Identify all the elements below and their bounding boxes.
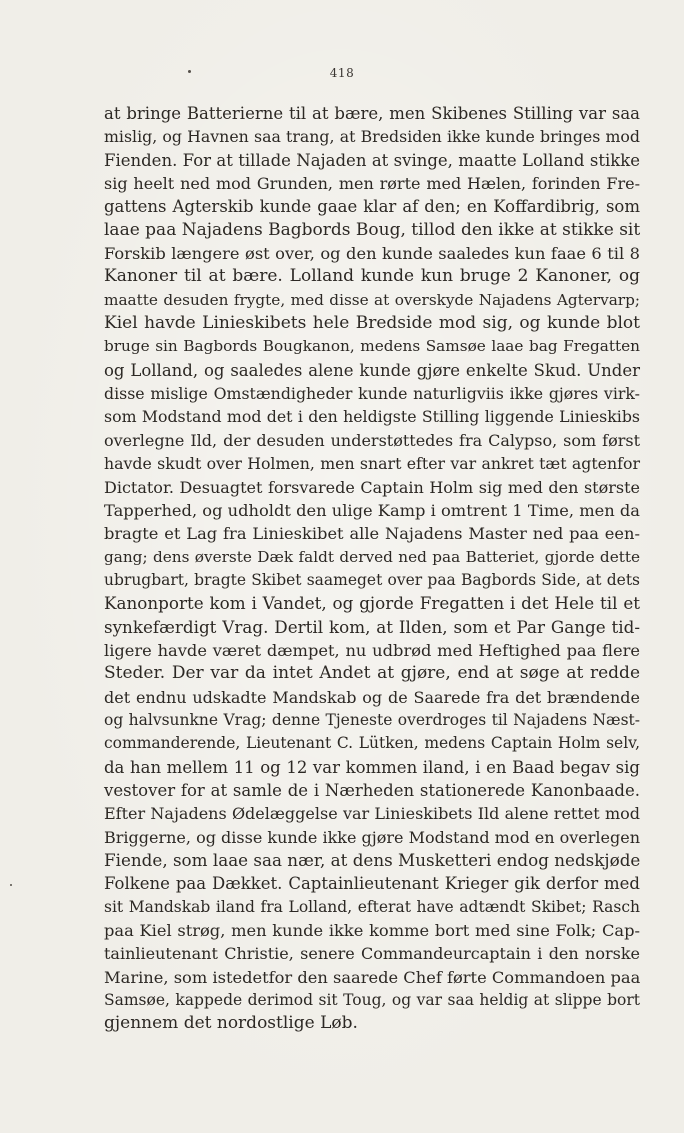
text-line: tainlieutenant Christie, senere Commandeurcaptain i den norske [104, 944, 640, 964]
text-line: havde skudt over Holmen, men snart efter var ankret tæt agtenfor [104, 454, 640, 474]
text-line: maatte desuden frygte, med disse at overskyde Najadens Agtervarp; [104, 290, 640, 309]
text-line: Tapperhed, og udholdt den ulige Kamp i omtrent 1 Time, men da [104, 500, 640, 520]
text-line: synkefærdigt Vrag. Dertil kom, at Ilden, som et Par Gange tid- [104, 616, 640, 637]
text-line: Samsøe, kappede derimod sit Toug, og var saa heldig at slippe bort [104, 991, 640, 1010]
page-number: 418 [329, 66, 355, 80]
text-line: Fienden. For at tillade Najaden at svinge, maatte Lolland stikke [104, 150, 640, 170]
text-line: Briggerne, og disse kunde ikke gjøre Modstand mod en overlegen [104, 827, 641, 847]
text-line: Steder. Der var da intet Andet at gjøre, end at søge at redde [104, 663, 640, 684]
text-line: Kanonporte kom i Vandet, og gjorde Fregatten i det Hele til et [104, 593, 640, 614]
text-line: Marine, som istedetfor den saarede Chef førte Commandoen paa [104, 967, 641, 987]
text-line: bragte et Lag fra Linieskibet alle Najadens Master ned paa een- [104, 524, 640, 544]
text-line: det endnu udskadte Mandskab og de Saarede fra det brændende [104, 687, 640, 707]
text-line: gjennem det nordostlige Løb. [104, 1013, 358, 1034]
text-line: som Modstand mod det i den heldigste Stilling liggende Linieskibs [104, 407, 640, 427]
text-line: gattens Agterskib kunde gaae klar af den; en Koffardibrig, som [104, 197, 640, 217]
text-line: laae paa Najadens Bagbords Boug, tillod den ikke at stikke sit [104, 219, 641, 240]
text-line: da han mellem 11 og 12 var kommen iland, i en Baad begav sig [104, 757, 640, 777]
text-line: Efter Najadens Ødelæggelse var Linieskibets Ild alene rettet mod [104, 804, 640, 824]
text-line: mislig, og Havnen saa trang, at Bredsiden ikke kunde bringes mod [104, 127, 640, 147]
text-line: paa Kiel strøg, men kunde ikke komme bort med sine Folk; Cap- [104, 921, 640, 941]
text-line: commanderende, Lieutenant C. Lütken, medens Captain Holm selv, [104, 734, 640, 753]
text-line: og Lolland, og saaledes alene kunde gjøre enkelte Skud. Under [104, 360, 640, 380]
text-line: vestover for at samle de i Nærheden stationerede Kanonbaade. [104, 780, 640, 800]
text-line: bruge sin Bagbords Bougkanon, medens Samsøe laae bag Fregatten [104, 337, 640, 356]
text-line: at bringe Batterierne til at bære, men Skibenes Stilling var saa [104, 104, 640, 123]
text-line: Dictator. Desuagtet forsvarede Captain Holm sig med den største [104, 477, 640, 497]
text-line: Kiel havde Linieskibets hele Bredside mod sig, og kunde blot [104, 313, 640, 334]
text-line: disse mislige Omstændigheder kunde naturligviis ikke gjøres virk- [104, 384, 640, 404]
text-line: gang; dens øverste Dæk faldt derved ned paa Batteriet, gjorde dette [104, 547, 640, 566]
text-line: sig heelt ned mod Grunden, men rørte med Hælen, forinden Fre- [104, 174, 640, 194]
text-line: sit Mandskab iland fra Lolland, efterat have adtændt Skibet; Rasch [104, 897, 640, 916]
text-line: ubrugbart, bragte Skibet saameget over paa Bagbords Side, at dets [104, 570, 640, 589]
ink-speck [10, 884, 12, 886]
text-line: og halvsunkne Vrag; denne Tjeneste overdroges til Najadens Næst- [104, 710, 640, 729]
body-text [104, 102, 640, 1036]
text-line: Folkene paa Dækket. Captainlieutenant Krieger gik derfor med [104, 874, 640, 894]
text-line: overlegne Ild, der desuden understøttedes fra Calypso, som først [104, 430, 640, 450]
text-line: ligere havde været dæmpet, nu udbrød med Heftighed paa flere [104, 640, 640, 660]
text-line: Kanoner til at bære. Lolland kunde kun bruge 2 Kanoner, og [104, 266, 640, 287]
text-line: Forskib længere øst over, og den kunde saaledes kun faae 6 til 8 [104, 244, 640, 264]
text-line: Fiende, som laae saa nær, at dens Musketteri endog nedskjøde [104, 850, 641, 870]
